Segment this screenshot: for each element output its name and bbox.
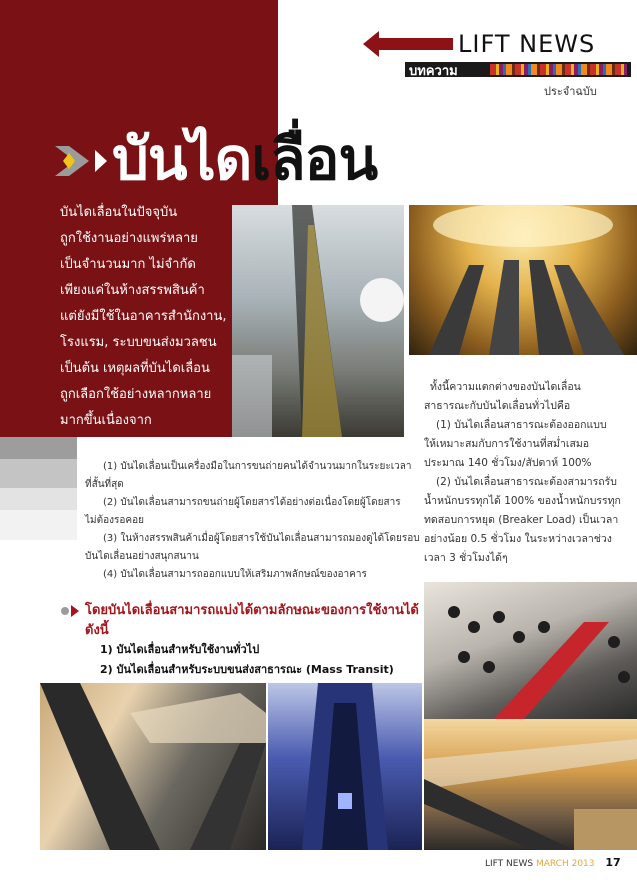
list-item: (2) บันไดเลื่อนสามารถขนถ่ายผู้โดยสารได้อย่างต่อเนื่องโดยผู้โดยสาร bbox=[103, 497, 401, 508]
escalator-photo-shopping-center bbox=[424, 719, 637, 850]
list-item: ไม่ต้องรอคอย bbox=[85, 515, 144, 526]
text-line: (1) บันไดเลื่อนสาธารณะต้องออกแบบ bbox=[436, 419, 607, 431]
article-title bbox=[112, 112, 377, 205]
escalator-photo-subway bbox=[232, 205, 404, 437]
list-item: (1) บันไดเลื่อนเป็นเครื่องมือในการขนถ่ายคนได้จำนวนมากในระยะเวลา bbox=[103, 461, 412, 472]
intro-line: เป็นจำนวนมาก ไม่จำกัด bbox=[60, 257, 196, 272]
intro-line: เป็นต้น เหตุผลที่บันไดเลื่อน bbox=[60, 361, 210, 376]
decorative-bar bbox=[0, 437, 77, 459]
section-heading bbox=[85, 601, 420, 641]
list-item: บันไดเลื่อนอย่างสนุกสนาน bbox=[85, 551, 199, 562]
section-heading-line: ดังนี้ bbox=[85, 623, 109, 638]
public-escalator-text bbox=[424, 378, 629, 568]
decorative-bar bbox=[0, 459, 77, 488]
text-line: ทดสอบการหยุด (Breaker Load) เป็นเวลา bbox=[424, 514, 619, 526]
intro-line: ถูกใช้งานอย่างแพร่หลาย bbox=[60, 231, 198, 246]
intro-line: เพียงแค่ในห้างสรรพสินค้า bbox=[60, 283, 205, 298]
escalator-photo-blue-tunnel bbox=[268, 683, 422, 850]
footer-magazine-name: LIFT NEWS bbox=[485, 859, 534, 869]
color-strip bbox=[490, 64, 627, 75]
intro-line: มากขึ้นเนื่องจาก bbox=[60, 413, 152, 428]
text-line: ประมาณ 140 ชั่วโมง/สัปดาห์ 100% bbox=[424, 457, 592, 469]
text-line: (2) บันไดเลื่อนสาธารณะต้องสามารถรับ bbox=[436, 476, 617, 488]
intro-line: ถูกเลือกใช้อย่างหลากหลาย bbox=[60, 387, 212, 402]
list-item: (4) บันไดเลื่อนสามารถออกแบบให้เสริมภาพลักษณ์ของอาคาร bbox=[103, 569, 367, 580]
footer-month: MARCH 2013 bbox=[535, 859, 595, 869]
bullet-arrow-icon bbox=[60, 604, 80, 618]
reasons-list bbox=[85, 458, 420, 584]
list-item: (3) ในห้างสรรพสินค้าเมื่อผู้โดยสารใช้บันไดเลื่อนสามารถมองดูได้โดยรอบ bbox=[103, 533, 420, 544]
text-line: น้ำหนักบรรทุกได้ 100% ของน้ำหนักบรรทุก bbox=[424, 495, 621, 507]
section-label: บทความ bbox=[409, 64, 458, 79]
decorative-bar bbox=[0, 488, 77, 510]
page-number: 17 bbox=[605, 856, 621, 869]
section-heading-line: โดยบันไดเลื่อนสามารถแบ่งได้ตามลักษณะของการใช้งานได้ bbox=[85, 603, 419, 618]
issue-subtitle: ประจำฉบับ bbox=[544, 85, 597, 98]
list-item: 1) บันไดเลื่อนสำหรับใช้งานทั่วไป bbox=[100, 643, 260, 656]
intro-paragraph bbox=[60, 200, 225, 434]
text-line: อย่างน้อย 0.5 ชั่วโมง ในระหว่างเวลาช่วง bbox=[424, 533, 612, 545]
escalator-types-list bbox=[100, 640, 394, 680]
escalator-photo-station-stairs bbox=[40, 683, 266, 850]
text-line: เวลา 3 ชั่วโมงได้ๆ bbox=[424, 552, 508, 564]
escalator-photo-mall-atrium bbox=[409, 205, 637, 355]
title-marker-icon bbox=[55, 142, 111, 180]
escalator-photo-crowd bbox=[424, 582, 637, 719]
page-footer bbox=[485, 856, 621, 869]
intro-line: แต่ยังมีใช้ในอาคารสำนักงาน, bbox=[60, 309, 227, 324]
text-line: ให้เหมาะสมกับการใช้งานที่สม่ำเสมอ bbox=[424, 438, 590, 450]
intro-line: บันไดเลื่อนในปัจจุบัน bbox=[60, 205, 178, 220]
arrow-left-icon bbox=[363, 31, 453, 57]
text-line: ทั้งนี้ความแตกต่างของบันไดเลื่อน bbox=[430, 381, 581, 393]
list-item: 2) บันไดเลื่อนสำหรับระบบขนส่งสาธารณะ (Mass Transit) bbox=[100, 663, 394, 676]
article-title-part2: เลื่อน bbox=[251, 125, 378, 193]
list-item: ที่สั้นที่สุด bbox=[85, 479, 124, 490]
article-title-part1: บันได bbox=[112, 125, 252, 193]
text-line: สาธารณะกับบันไดเลื่อนทั่วไปคือ bbox=[424, 400, 571, 412]
intro-line: โรงแรม, ระบบขนส่งมวลชน bbox=[60, 335, 217, 350]
decorative-bar bbox=[0, 510, 77, 540]
magazine-title: LIFT NEWS bbox=[458, 30, 596, 58]
